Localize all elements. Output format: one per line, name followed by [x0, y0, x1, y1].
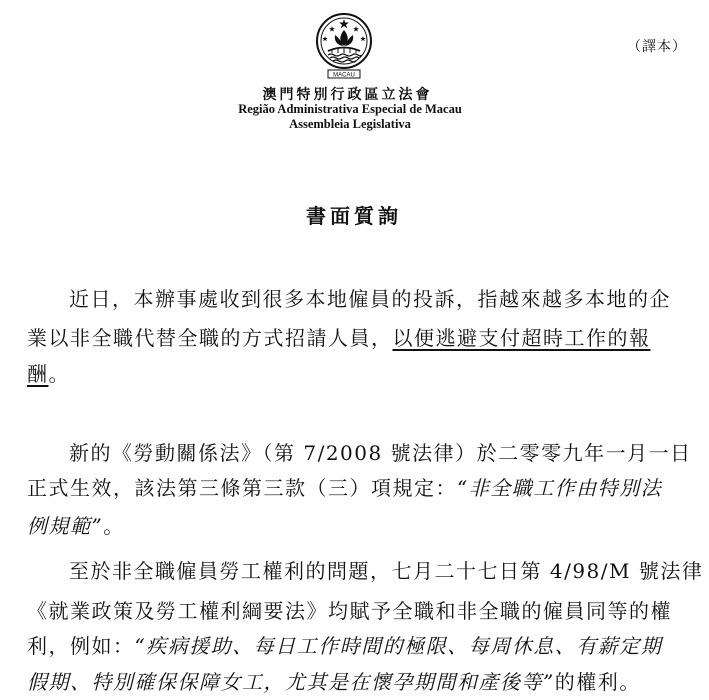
organization-assembly-line: Assembleia Legislativa [289, 117, 411, 131]
translation-note: （譯本） [627, 39, 687, 55]
emblem-label: MACAU [333, 72, 355, 79]
macau-emblem-icon [304, 8, 384, 80]
paragraph2-quote-start: “非全職工作由特別法 [457, 476, 663, 500]
paragraph1-line1: 近日，本辦事處收到很多本地僱員的投訴，指越來越多本地的企 [69, 287, 671, 311]
paragraph1-underlined-text: 以便逃避支付超時工作的報 [392, 326, 651, 350]
paragraph3-line3 [27, 630, 662, 659]
paragraph2-line2 [27, 472, 662, 501]
paragraph2-quote-end: 例規範” [27, 514, 104, 538]
organization-region-line: Região Administrativa Especial de Macau [238, 102, 462, 116]
paragraph3-quote-end: 假期、特別確保保障女工，尤其是在懷孕期間和產後等” [27, 670, 555, 694]
organization-name-chinese: 澳門特別行政區立法會 [262, 87, 433, 103]
paragraph3-line4-end: 的權利。 [554, 670, 641, 694]
paragraph2-line1: 新的《勞動關係法》（第 7/2008 號法律）於二零零九年一月一日 [69, 441, 692, 465]
paragraph3-line2: 《就業政策及勞工權利綱要法》均賦予全職和非全職的僱員同等的權 [27, 599, 672, 623]
organization-name-portuguese [200, 102, 500, 132]
paragraph1-underlined-end: 酬 [27, 362, 49, 386]
paragraph1-line3-end: 。 [48, 362, 70, 386]
paragraph1-line2 [27, 322, 651, 351]
paragraph1-line3 [27, 358, 70, 387]
paragraph2-line3 [27, 510, 125, 539]
paragraph2-line2-text: 正式生效，該法第三條第三款（三）項規定： [27, 476, 457, 500]
document-title: 書面質詢 [306, 204, 402, 228]
paragraph3-line4 [27, 666, 641, 695]
paragraph3-line3-text: 利，例如： [27, 634, 135, 658]
paragraph2-line3-end: 。 [103, 514, 125, 538]
paragraph3-line1: 至於非全職僱員勞工權利的問題，七月二十七日第 4/98/M 號法律 [69, 559, 704, 583]
paragraph3-quote-start: “疾病援助、每日工作時間的極限、每周休息、有薪定期 [134, 634, 663, 658]
paragraph1-line2-text: 業以非全職代替全職的方式招請人員， [27, 326, 393, 350]
